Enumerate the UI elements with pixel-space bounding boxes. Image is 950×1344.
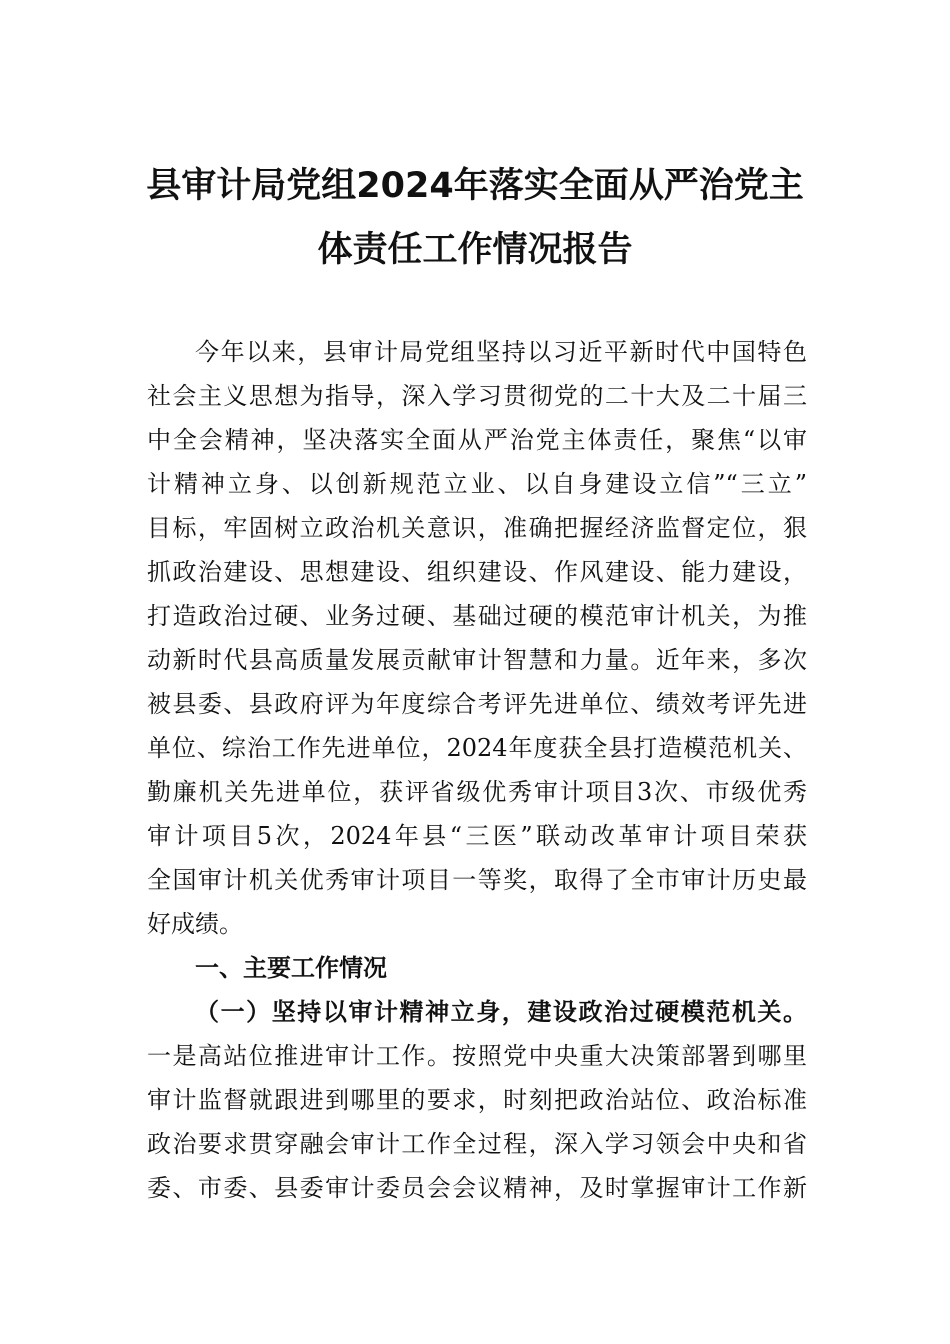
intro-line: 勤廉机关先进单位，获评省级优秀审计项目3次、市级优秀 — [147, 778, 807, 806]
intro-line: 社会主义思想为指导，深入学习贯彻党的二十大及二十届三 — [147, 382, 807, 410]
intro-line: 好成绩。 — [147, 910, 243, 938]
intro-line: 目标，牢固树立政治机关意识，准确把握经济监督定位，狠 — [147, 514, 807, 542]
intro-line: 单位、综治工作先进单位，2024年度获全县打造模范机关、 — [147, 734, 807, 762]
document-title-line-1: 县审计局党组2024年落实全面从严治党主 — [146, 166, 804, 206]
intro-line: 计精神立身、以创新规范立业、以自身建设立信”“三立” — [147, 470, 807, 498]
document-title-line-2: 体责任工作情况报告 — [317, 230, 633, 270]
intro-line: 抓政治建设、思想建设、组织建设、作风建设、能力建设， — [147, 558, 807, 586]
intro-line: 今年以来，县审计局党组坚持以习近平新时代中国特色 — [195, 338, 807, 366]
intro-line: 动新时代县高质量发展贡献审计智慧和力量。近年来，多次 — [147, 646, 807, 674]
body-line: 审计监督就跟进到哪里的要求，时刻把政治站位、政治标准 — [147, 1086, 807, 1114]
body-line: 政治要求贯穿融会审计工作全过程，深入学习领会中央和省 — [147, 1130, 807, 1158]
body-line: 一是高站位推进审计工作。按照党中央重大决策部署到哪里 — [147, 1042, 807, 1070]
section-heading: 一、主要工作情况 — [195, 954, 387, 982]
body-line: 委、市委、县委审计委员会会议精神，及时掌握审计工作新 — [147, 1174, 807, 1202]
intro-line: 全国审计机关优秀审计项目一等奖，取得了全市审计历史最 — [147, 866, 807, 894]
intro-line: 审计项目5次，2024年县“三医”联动改革审计项目荣获 — [147, 822, 807, 850]
intro-line: 中全会精神，坚决落实全面从严治党主体责任，聚焦“以审 — [147, 426, 807, 454]
intro-line: 被县委、县政府评为年度综合考评先进单位、绩效考评先进 — [147, 690, 807, 718]
intro-line: 打造政治过硬、业务过硬、基础过硬的模范审计机关，为推 — [147, 602, 807, 630]
subsection-heading: （一）坚持以审计精神立身，建设政治过硬模范机关。 — [195, 997, 807, 1026]
